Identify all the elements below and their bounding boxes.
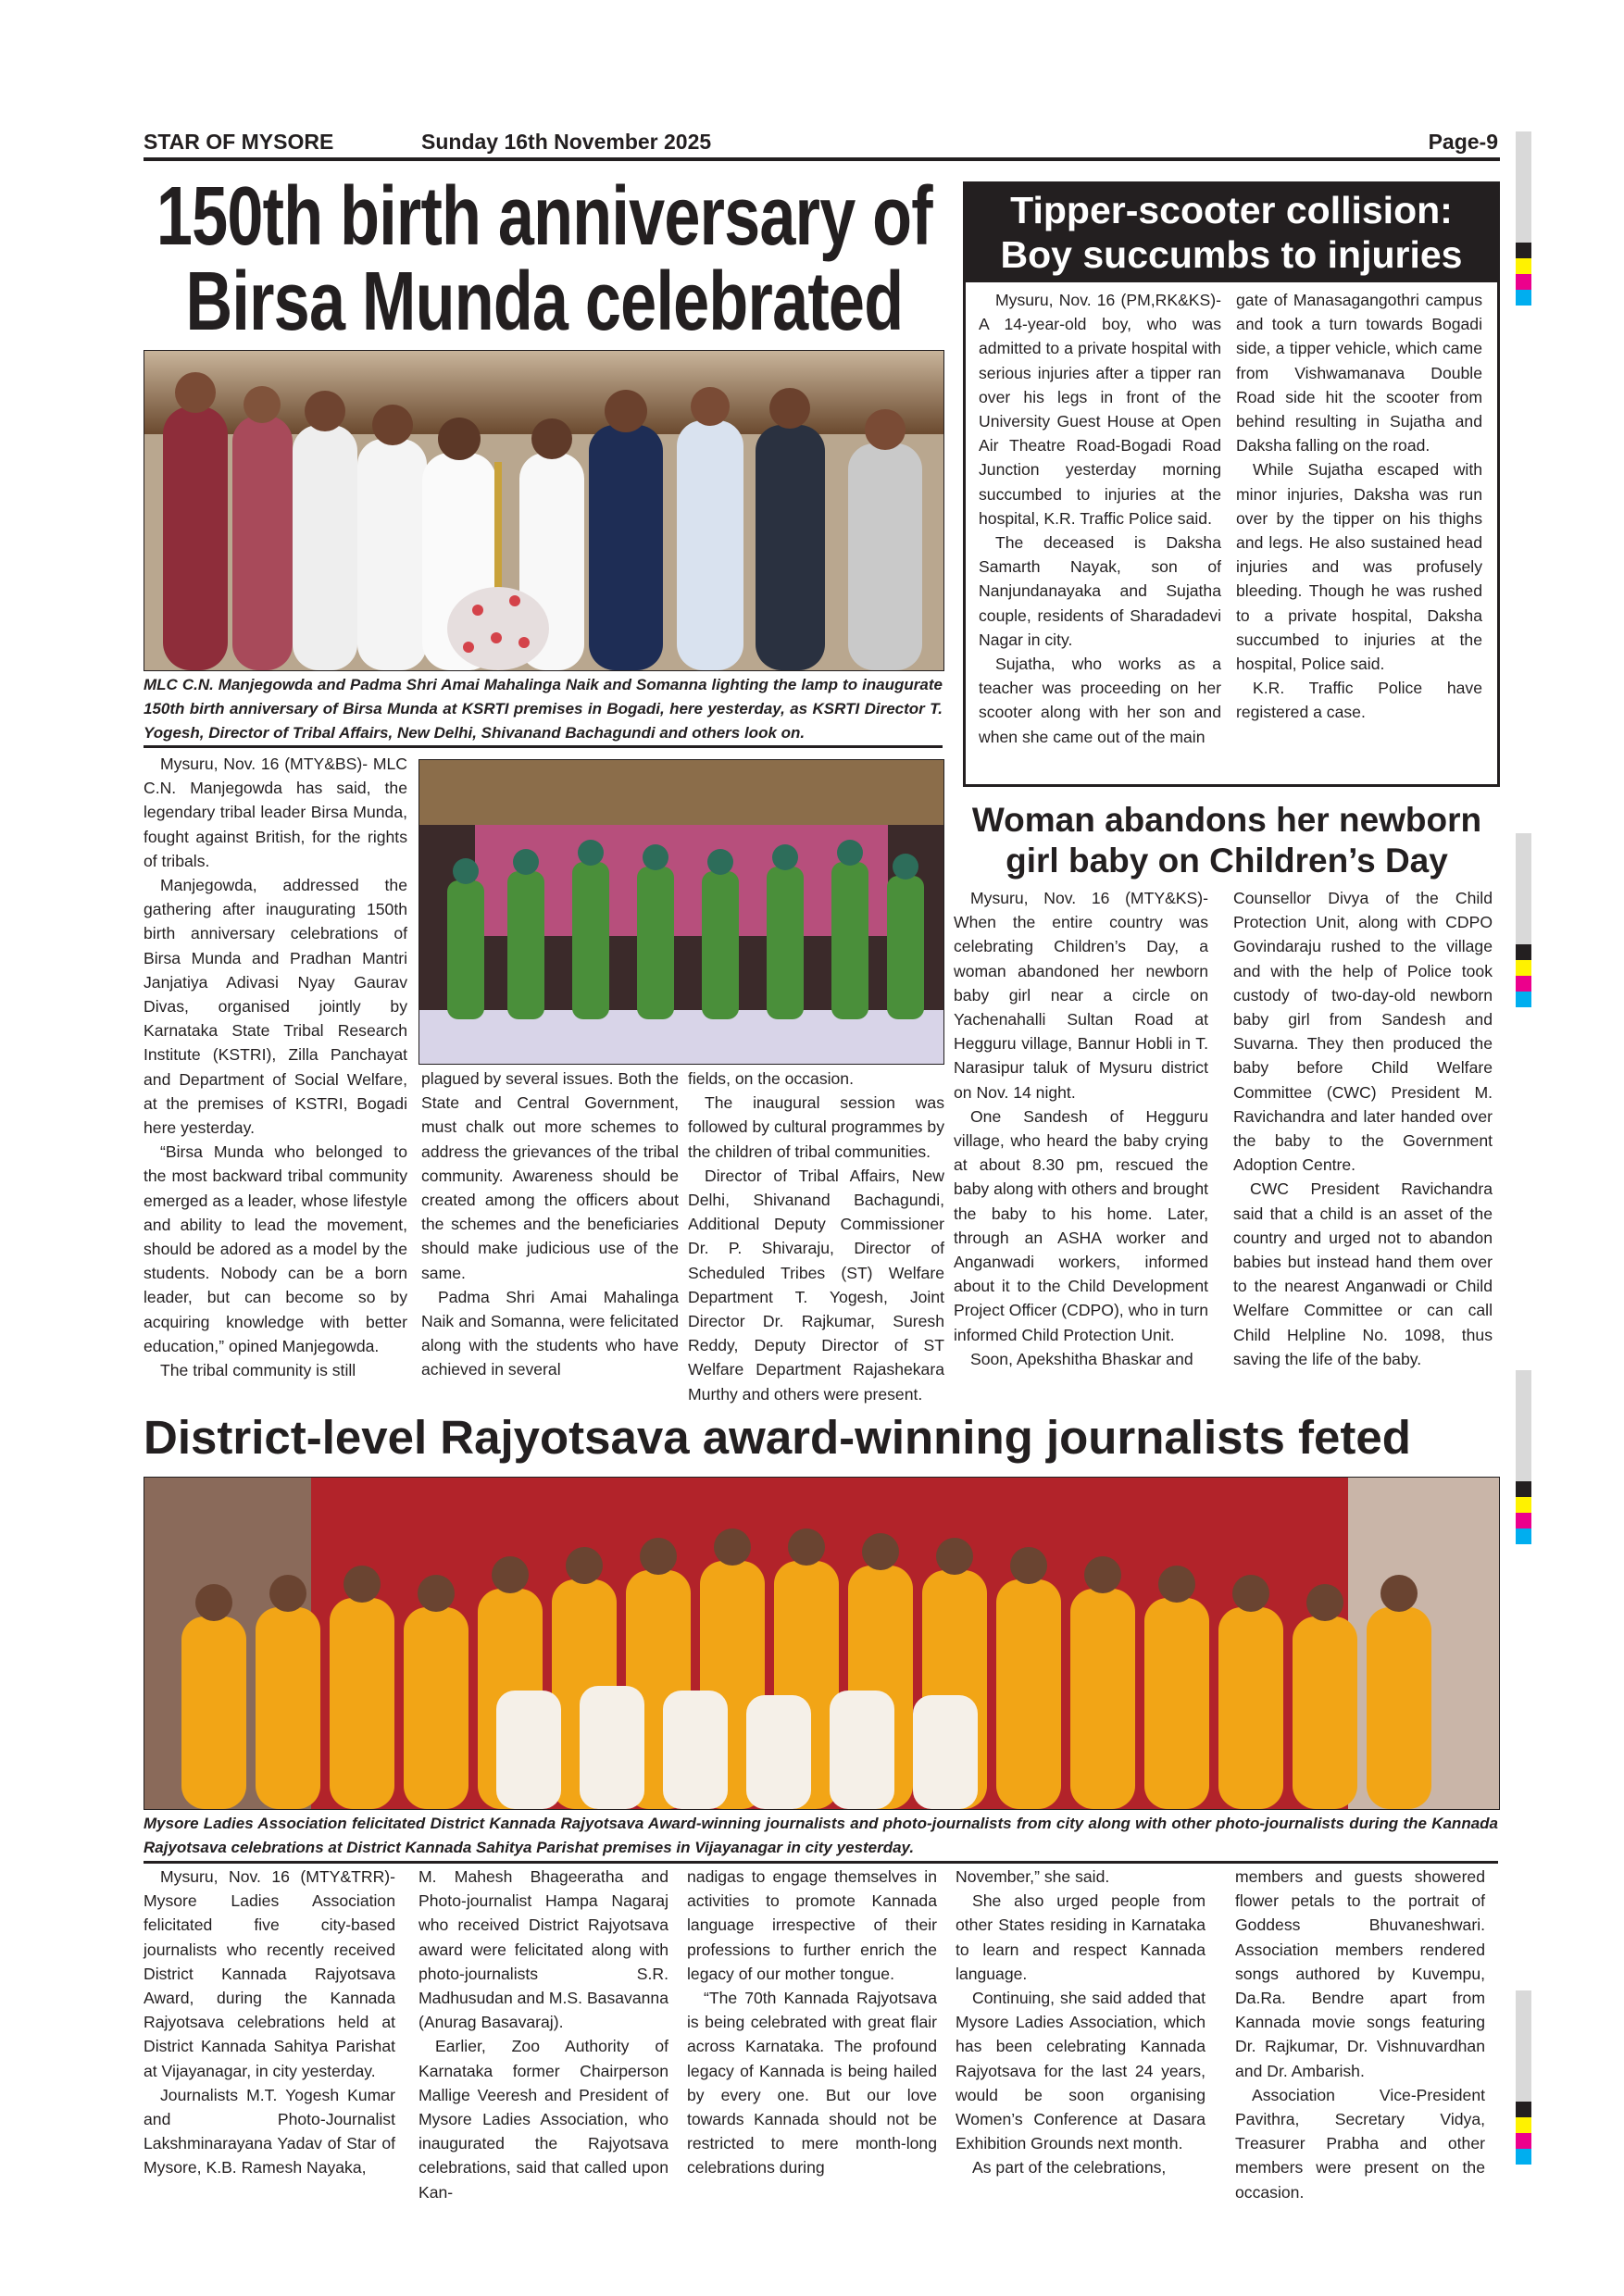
tipper-col1-para: The deceased is Daksha Samarth Nayak, son of Nanjundanayaka and Sujatha couple, residents of Sharadadevi Nagar in city. bbox=[979, 533, 1221, 649]
birsa-col2-para: Padma Shri Amai Mahalinga Naik and Somanna, were felicitated along with the students who have achieved in several bbox=[421, 1287, 679, 1379]
page-number: Page-9 bbox=[1428, 130, 1498, 154]
journalists-col3-para: nadigas to engage themselves in activities to promote Kannada language irrespective of their professions to further enrich the legacy of our mother tongue. bbox=[687, 1867, 937, 1983]
newborn-col1-para: One Sandesh of Hegguru village, who heard the baby crying at about 8.30 pm, rescued the baby along with others and brought the baby to his home. Later, through an ASHA worker and Anganwadi workers, informed about it to the Child Development Project Officer (CDPO), who in turn informed Child Protection Unit. bbox=[954, 1106, 1208, 1344]
tipper-column-1 bbox=[979, 288, 1221, 749]
newborn-headline bbox=[954, 800, 1500, 881]
newborn-col1-para: Mysuru, Nov. 16 (MTY&KS)- When the entire country was celebrating Children’s Day, a woman abandoned her newborn baby girl near a circle on Yachenahalli Sultan Road at Hegguru village, Bannur Hobli in T. Narasipur taluk of Mysuru district on Nov. 14 night. bbox=[954, 889, 1208, 1102]
color-bar-middle-1 bbox=[1516, 833, 1531, 1007]
newborn-column-2 bbox=[1233, 886, 1493, 1371]
journalists-col4-para: Continuing, she said added that Mysore Ladies Association, which has been celebrating Kannada Rajyotsava for the last 24 years, would be soon organising Women’s Conference at Dasara Exhibition Grounds next month. bbox=[956, 1989, 1206, 2153]
birsa-col1-para: “Birsa Munda who belonged to the most backward tribal community emerged as a leader, whose lifestyle and ability to lead the movement, should be adored as a model by the students. Nobody can be a born leader, but can become so by acquiring knowledge with better education,” opined Manjegowda. bbox=[144, 1142, 407, 1355]
birsa-col1-para: The tribal community is still bbox=[160, 1361, 356, 1380]
birsa-column-2 bbox=[421, 1067, 679, 1382]
caption-rule bbox=[144, 745, 943, 748]
lamp-lighting-photo-image bbox=[144, 351, 943, 670]
tipper-column-2 bbox=[1236, 288, 1482, 725]
tipper-headline bbox=[966, 184, 1497, 282]
tipper-headline-line2: Boy succumbs to injuries bbox=[1000, 233, 1463, 276]
tipper-col1-para: Sujatha, who works as a teacher was proceeding on her scooter along with her son and when she came out of the main bbox=[979, 655, 1221, 746]
birsa-col1-para: Manjegowda, addressed the gathering after inaugurating 150th birth anniversary celebrations of Birsa Munda and Pradhan Mantri Janjatiya Adivasi Nyay Gaurav Divas, organised jointly by Karnataka State Tribal Research Institute (KSTRI), Zilla Panchayat and Department of Social Welfare, at the premises of KSTRI, Bogadi here yesterday. bbox=[144, 876, 407, 1138]
journalists-col2-para: Earlier, Zoo Authority of Karnataka former Chairperson Mallige Veeresh and President of Mysore Ladies Association, who inaugurated the Rajyotsava celebrations, said that called upon Kan- bbox=[418, 2037, 668, 2202]
birsa-column-3 bbox=[688, 1067, 944, 1406]
color-bar-top bbox=[1516, 131, 1531, 306]
tipper-col2-para: K.R. Traffic Police have registered a case. bbox=[1236, 679, 1482, 722]
journalists-col4-para: She also urged people from other States residing in Karnataka to learn and respect Kannada language. bbox=[956, 1891, 1206, 1983]
journalists-col4-para: November,” she said. bbox=[956, 1867, 1110, 1886]
newborn-col2-para: CWC President Ravichandra said that a child is an asset of the country and urged not to abandon babies but instead hand them over to the nearest Anganwadi or Child Welfare Committee or can call Child Helpline No. 1098, thus saving the life of the baby. bbox=[1233, 1179, 1493, 1368]
newborn-headline-line1: Woman abandons her newborn bbox=[971, 801, 1482, 839]
journalists-column-2 bbox=[418, 1865, 668, 2204]
journalists-column-5 bbox=[1235, 1865, 1485, 2204]
journalists-col5-para: members and guests showered flower petals to the portrait of Goddess Bhuvaneshwari. Association members rendered songs authored by Kuvempu, Da.Ra. Bendre apart from Kannada movie songs featuring Dr. Rajkumar, Dr. Vishnuvardhan and Dr. Ambarish. bbox=[1235, 1867, 1485, 2080]
journalists-col3-para: “The 70th Kannada Rajyotsava is being celebrated with great flair across Karnataka. The profound legacy of Kannada is being hailed by every one. But our love towards Kannada should not be restricted to mere month-long celebrations during bbox=[687, 1989, 937, 2177]
birsa-col1-para: Mysuru, Nov. 16 (MTY&BS)- MLC C.N. Manjegowda has said, the legendary tribal leader Birsa Munda, fought against British, for the rights of tribals. bbox=[144, 755, 407, 870]
journalists-group-photo bbox=[144, 1477, 1500, 1810]
masthead-rule bbox=[144, 157, 1500, 161]
journalists-caption: Mysore Ladies Association felicitated District Kannada Rajyotsava Award-winning journalists and photo-journalists from city along with other photo-journalists during the Kannada Rajyotsava celebrations at District Kannada Sahitya Parishat premises in Vijayanagar in city yesterday. bbox=[144, 1815, 1498, 1856]
journalists-col5-para: Association Vice-President Pavithra, Secretary Vidya, Treasurer Prabha and other members were present on the occasion. bbox=[1235, 2085, 1485, 2202]
issue-date: Sunday 16th November 2025 bbox=[421, 130, 712, 154]
journalists-col1-para: Mysuru, Nov. 16 (MTY&TRR)- Mysore Ladies Association felicitated five city-based journalists who recently received District Kannada Rajyotsava Award, during the Kannada Rajyotsava celebrations held at District Kannada Sahitya Parishat at Vijayanagar, in city yesterday. bbox=[144, 1867, 395, 2080]
tipper-col2-para: While Sujatha escaped with minor injuries, Daksha was run over by the tipper on his thighs and legs. He also sustained head injuries and was profusely bleeding. Though he was rushed to a private hospital, Daksha succumbed to injuries at the hospital, Police said. bbox=[1236, 460, 1482, 674]
journalists-column-1 bbox=[144, 1865, 395, 2180]
tipper-col1-para: Mysuru, Nov. 16 (PM,RK&KS)- A 14-year-old boy, who was admitted to a private hospital with serious injuries after a tipper ran over his legs in front of the University Guest House at Open Air Theatre Road-Bogadi Road Junction yesterday morning succumbed to injuries at the hospital, K.R. Traffic Police said. bbox=[979, 291, 1221, 528]
journalists-col4-para: As part of the celebrations, bbox=[972, 2158, 1167, 2177]
cultural-programme-photo-image bbox=[419, 760, 943, 1064]
birsa-col3-para: Director of Tribal Affairs, New Delhi, Shivanand Bachagundi, Additional Deputy Commissioner Dr. P. Shivaraju, Director of Scheduled Tribes (ST) Welfare Department T. Yogesh, Joint Director Dr. Rajkumar, Suresh Reddy, Deputy Director of ST Welfare Department Rajashekara Murthy and others were present. bbox=[688, 1166, 944, 1404]
color-bar-middle-2 bbox=[1516, 1370, 1531, 1544]
tipper-story-box bbox=[963, 181, 1500, 787]
color-bar-bottom bbox=[1516, 1990, 1531, 2165]
birsa-col2-para: plagued by several issues. Both the State and Central Government, must chalk out more schemes to address the grievances of the tribal community. Awareness should be created among the officers about the schemes and the beneficiaries should make judicious use of the same. bbox=[421, 1069, 679, 1282]
birsa-col3-para: fields, on the occasion. bbox=[688, 1069, 854, 1088]
journalists-column-4 bbox=[956, 1865, 1206, 2180]
birsa-col3-para: The inaugural session was followed by cultural programmes by the children of tribal communities. bbox=[688, 1093, 944, 1161]
birsa-headline bbox=[144, 170, 944, 348]
newborn-column-1 bbox=[954, 886, 1208, 1371]
newborn-col1-para: Soon, Apekshitha Bhaskar and bbox=[970, 1349, 1193, 1368]
lamp-lighting-photo bbox=[144, 350, 944, 671]
birsa-headline-line1: 150th birth anniversary of bbox=[156, 170, 932, 263]
cultural-programme-photo bbox=[418, 759, 944, 1065]
journalists-headline: District-level Rajyotsava award-winning journalists feted bbox=[144, 1411, 1411, 1464]
journalists-col2-para: M. Mahesh Bhageeratha and Photo-journalist Hampa Nagaraj who received District Rajyotsava award were felicitated along with photo-journalists S.R. Madhusudan and M.S. Basavanna (Anurag Basavaraj). bbox=[418, 1867, 668, 2032]
newborn-col2-para: Counsellor Divya of the Child Protection Unit, along with CDPO Govindaraju rushed to the village and with the help of Police took custody of two-day-old newborn baby girl from Sandesh and Suvarna. They then produced the baby before Child Welfare Committee (CWC) President M. Ravichandra and later handed over the baby to the Government Adoption Centre. bbox=[1233, 889, 1493, 1175]
newborn-headline-line2: girl baby on Children’s Day bbox=[1006, 842, 1448, 880]
lamp-lighting-caption: MLC C.N. Manjegowda and Padma Shri Amai Mahalinga Naik and Somanna lighting the lamp to inaugurate 150th birth anniversary of Birsa Munda at KSRTI premises in Bogadi, here yesterday, as KSRTI Director T. Yogesh, Director of Tribal Affairs, New Delhi, Shivanand Bachagundi and others look on. bbox=[144, 676, 943, 742]
tipper-headline-line1: Tipper-scooter collision: bbox=[1010, 189, 1453, 231]
journalists-caption-rule bbox=[144, 1861, 1498, 1864]
journalists-col1-para: Journalists M.T. Yogesh Kumar and Photo-Journalist Lakshminarayana Yadav of Star of Mysore, K.B. Ramesh Nayaka, bbox=[144, 2085, 395, 2177]
birsa-column-1 bbox=[144, 752, 407, 1382]
birsa-headline-line2: Birsa Munda celebrated bbox=[185, 256, 904, 348]
paper-name: STAR OF MYSORE bbox=[144, 130, 334, 154]
tipper-col2-para: gate of Manasagangothri campus and took a turn towards Bogadi side, a tipper vehicle, which came from Vishwamanava Double Road side hit the scooter from behind resulting in Sujatha and Daksha falling on the road. bbox=[1236, 291, 1482, 455]
journalists-column-3 bbox=[687, 1865, 937, 2180]
journalists-group-photo-image bbox=[144, 1478, 1499, 1809]
